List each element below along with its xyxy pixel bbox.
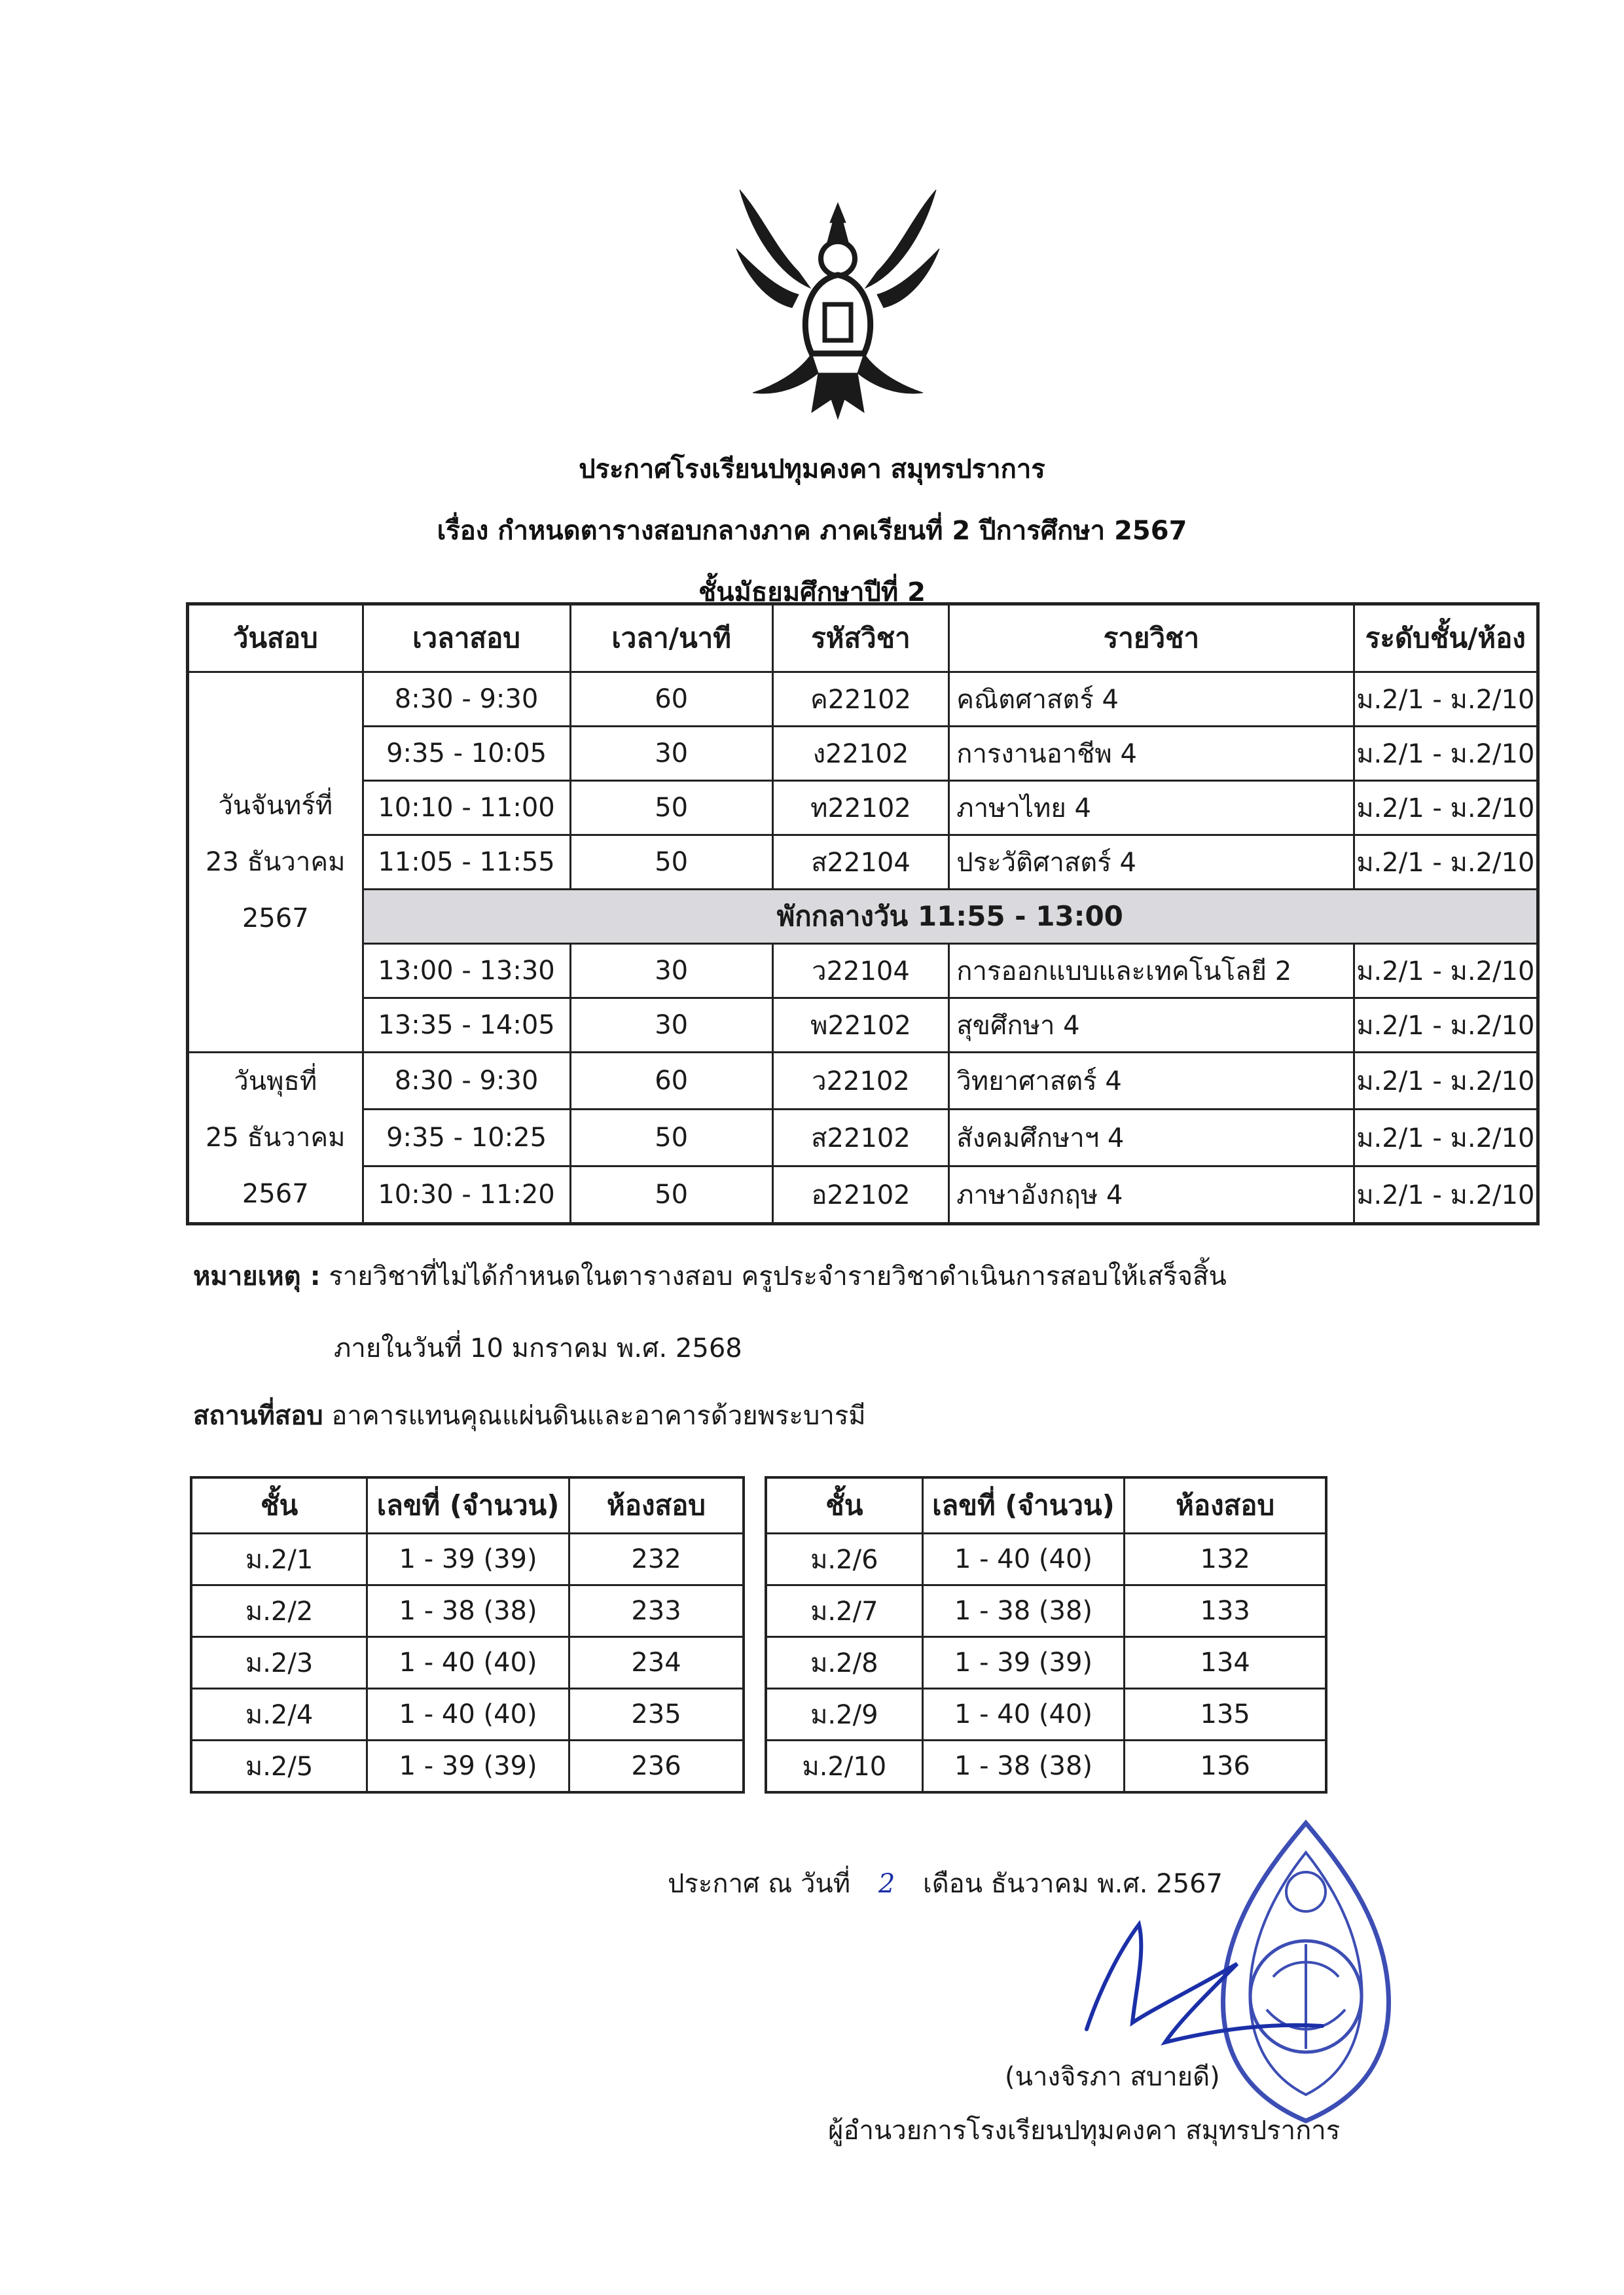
remark-deadline: ภายในวันที่ 10 มกราคม พ.ศ. 2568 — [334, 1333, 742, 1364]
exam-minutes: 30 — [570, 727, 772, 781]
exam-room-table-right — [765, 1476, 1327, 1794]
exam-minutes: 30 — [570, 998, 772, 1053]
remark-text: รายวิชาที่ไม่ได้กำหนดในตารางสอบ ครูประจำรายวิชาดำเนินการสอบให้เสร็จสิ้น — [329, 1261, 1227, 1292]
class-cell: ม.2/10 — [766, 1741, 922, 1793]
class-level: ม.2/1 - ม.2/10 — [1354, 835, 1538, 890]
venue-text: อาคารแทนคุณแผ่นดินและอาคารด้วยพระบารมี — [331, 1401, 866, 1431]
announcement-subject: เรื่อง กำหนดตารางสอบกลางภาค ภาคเรียนที่ 2 ปีการศึกษา 2567 — [437, 516, 1187, 546]
class-level: ม.2/1 - ม.2/10 — [1354, 672, 1538, 727]
subject-name: วิทยาศาสตร์ 4 — [949, 1053, 1354, 1110]
subject-code: ท22102 — [772, 781, 949, 835]
class-cell: ม.2/2 — [191, 1585, 367, 1637]
class-level: ม.2/1 - ม.2/10 — [1354, 781, 1538, 835]
issue-date-prefix: ประกาศ ณ วันที่ — [668, 1869, 851, 1899]
subject-code: ส22104 — [772, 835, 949, 890]
table-row — [191, 1741, 744, 1793]
subject-code: พ22102 — [772, 998, 949, 1053]
exam-room-table-left — [190, 1476, 745, 1794]
student-numbers-cell: 1 - 39 (39) — [922, 1637, 1125, 1689]
table-row — [188, 1166, 1538, 1223]
exam-time: 10:30 - 11:20 — [363, 1166, 570, 1223]
column-header: เวลา/นาที — [570, 604, 772, 672]
column-header: ระดับชั้น/ห้อง — [1354, 604, 1538, 672]
table-row — [188, 672, 1538, 727]
signature-image — [1074, 1911, 1335, 2062]
table-row — [191, 1689, 744, 1741]
table-row — [188, 835, 1538, 890]
table-row — [766, 1534, 1326, 1585]
room-cell: 233 — [569, 1585, 744, 1637]
subject-code: ง22102 — [772, 727, 949, 781]
column-header: รายวิชา — [949, 604, 1354, 672]
class-level: ม.2/1 - ม.2/10 — [1354, 1109, 1538, 1166]
class-cell: ม.2/7 — [766, 1585, 922, 1637]
student-numbers-cell: 1 - 38 (38) — [922, 1585, 1125, 1637]
room-cell: 133 — [1125, 1585, 1326, 1637]
class-level: ม.2/1 - ม.2/10 — [1354, 944, 1538, 998]
column-header: ห้องสอบ — [1125, 1477, 1326, 1534]
issue-date — [668, 1862, 1223, 1904]
student-numbers-cell: 1 - 38 (38) — [922, 1741, 1125, 1793]
subject-name: ภาษาไทย 4 — [949, 781, 1354, 835]
subject-name: ภาษาอังกฤษ 4 — [949, 1166, 1354, 1223]
subject-code: ว22104 — [772, 944, 949, 998]
student-numbers-cell: 1 - 40 (40) — [922, 1689, 1125, 1741]
class-cell: ม.2/5 — [191, 1741, 367, 1793]
subject-name: ประวัติศาสตร์ 4 — [949, 835, 1354, 890]
exam-schedule-table — [186, 602, 1540, 1225]
exam-minutes: 60 — [570, 672, 772, 727]
signer-name: (นางจิรภา สบายดี) — [1005, 2062, 1220, 2092]
student-numbers-cell: 1 - 40 (40) — [922, 1534, 1125, 1585]
student-numbers-cell: 1 - 40 (40) — [367, 1637, 569, 1689]
grade-level: ชั้นมัธยมศึกษาปีที่ 2 — [698, 577, 926, 607]
exam-time: 9:35 - 10:25 — [363, 1109, 570, 1166]
garuda-emblem-icon — [727, 177, 949, 425]
exam-minutes: 50 — [570, 781, 772, 835]
class-level: ม.2/1 - ม.2/10 — [1354, 998, 1538, 1053]
subject-code: ส22102 — [772, 1109, 949, 1166]
student-numbers-cell: 1 - 40 (40) — [367, 1689, 569, 1741]
subject-code: ว22102 — [772, 1053, 949, 1110]
exam-time: 10:10 - 11:00 — [363, 781, 570, 835]
exam-time: 13:35 - 14:05 — [363, 998, 570, 1053]
student-numbers-cell: 1 - 38 (38) — [367, 1585, 569, 1637]
class-level: ม.2/1 - ม.2/10 — [1354, 1166, 1538, 1223]
column-header: ชั้น — [766, 1477, 922, 1534]
column-header: เลขที่ (จำนวน) — [922, 1477, 1125, 1534]
venue-block — [193, 1394, 866, 1436]
column-header: วันสอบ — [188, 604, 363, 672]
class-cell: ม.2/1 — [191, 1534, 367, 1585]
exam-minutes: 50 — [570, 1109, 772, 1166]
venue-label: สถานที่สอบ — [193, 1401, 323, 1431]
student-numbers-cell: 1 - 39 (39) — [367, 1534, 569, 1585]
table-row — [766, 1585, 1326, 1637]
room-cell: 234 — [569, 1637, 744, 1689]
column-header: รหัสวิชา — [772, 604, 949, 672]
subject-code: อ22102 — [772, 1166, 949, 1223]
subject-code: ค22102 — [772, 672, 949, 727]
exam-minutes: 30 — [570, 944, 772, 998]
remark-block — [193, 1240, 1227, 1384]
subject-name: คณิตศาสตร์ 4 — [949, 672, 1354, 727]
table-header-row — [191, 1477, 744, 1534]
exam-day-cell: วันจันทร์ที่ 23 ธันวาคม 2567 — [188, 672, 363, 1053]
table-row — [191, 1585, 744, 1637]
lunch-break-row — [188, 890, 1538, 944]
table-row — [188, 1053, 1538, 1110]
class-cell: ม.2/3 — [191, 1637, 367, 1689]
class-level: ม.2/1 - ม.2/10 — [1354, 727, 1538, 781]
subject-name: การงานอาชีพ 4 — [949, 727, 1354, 781]
issue-date-day: 2 — [878, 1869, 895, 1899]
exam-minutes: 50 — [570, 835, 772, 890]
exam-time: 8:30 - 9:30 — [363, 672, 570, 727]
subject-name: การออกแบบและเทคโนโลยี 2 — [949, 944, 1354, 998]
table-row — [191, 1534, 744, 1585]
room-cell: 236 — [569, 1741, 744, 1793]
remark-label: หมายเหตุ : — [193, 1261, 321, 1292]
table-row — [188, 944, 1538, 998]
room-cell: 136 — [1125, 1741, 1326, 1793]
room-cell: 132 — [1125, 1534, 1326, 1585]
exam-minutes: 60 — [570, 1053, 772, 1110]
table-row — [188, 781, 1538, 835]
class-cell: ม.2/6 — [766, 1534, 922, 1585]
table-row — [188, 998, 1538, 1053]
table-row — [188, 727, 1538, 781]
class-level: ม.2/1 - ม.2/10 — [1354, 1053, 1538, 1110]
class-cell: ม.2/9 — [766, 1689, 922, 1741]
table-row — [191, 1637, 744, 1689]
class-cell: ม.2/8 — [766, 1637, 922, 1689]
class-cell: ม.2/4 — [191, 1689, 367, 1741]
column-header: ชั้น — [191, 1477, 367, 1534]
table-row — [188, 1109, 1538, 1166]
table-row — [766, 1689, 1326, 1741]
room-cell: 134 — [1125, 1637, 1326, 1689]
announcement-title-block — [0, 439, 1624, 623]
lunch-break-label: พักกลางวัน 11:55 - 13:00 — [363, 890, 1538, 944]
table-row — [766, 1741, 1326, 1793]
signer-position: ผู้อำนวยการโรงเรียนปทุมคงคา สมุทรปราการ — [828, 2116, 1341, 2146]
subject-name: สังคมศึกษาฯ 4 — [949, 1109, 1354, 1166]
exam-day-cell: วันพุธที่ 25 ธันวาคม 2567 — [188, 1053, 363, 1224]
issue-date-suffix: เดือน ธันวาคม พ.ศ. 2567 — [923, 1869, 1223, 1899]
subject-name: สุขศึกษา 4 — [949, 998, 1354, 1053]
room-cell: 232 — [569, 1534, 744, 1585]
room-cell: 135 — [1125, 1689, 1326, 1741]
exam-minutes: 50 — [570, 1166, 772, 1223]
exam-time: 8:30 - 9:30 — [363, 1053, 570, 1110]
room-cell: 235 — [569, 1689, 744, 1741]
exam-time: 13:00 - 13:30 — [363, 944, 570, 998]
column-header: ห้องสอบ — [569, 1477, 744, 1534]
exam-time: 11:05 - 11:55 — [363, 835, 570, 890]
student-numbers-cell: 1 - 39 (39) — [367, 1741, 569, 1793]
table-header-row — [188, 604, 1538, 672]
column-header: เวลาสอบ — [363, 604, 570, 672]
table-row — [766, 1637, 1326, 1689]
table-header-row — [766, 1477, 1326, 1534]
announcement-title: ประกาศโรงเรียนปทุมคงคา สมุทรปราการ — [579, 454, 1045, 484]
exam-time: 9:35 - 10:05 — [363, 727, 570, 781]
column-header: เลขที่ (จำนวน) — [367, 1477, 569, 1534]
